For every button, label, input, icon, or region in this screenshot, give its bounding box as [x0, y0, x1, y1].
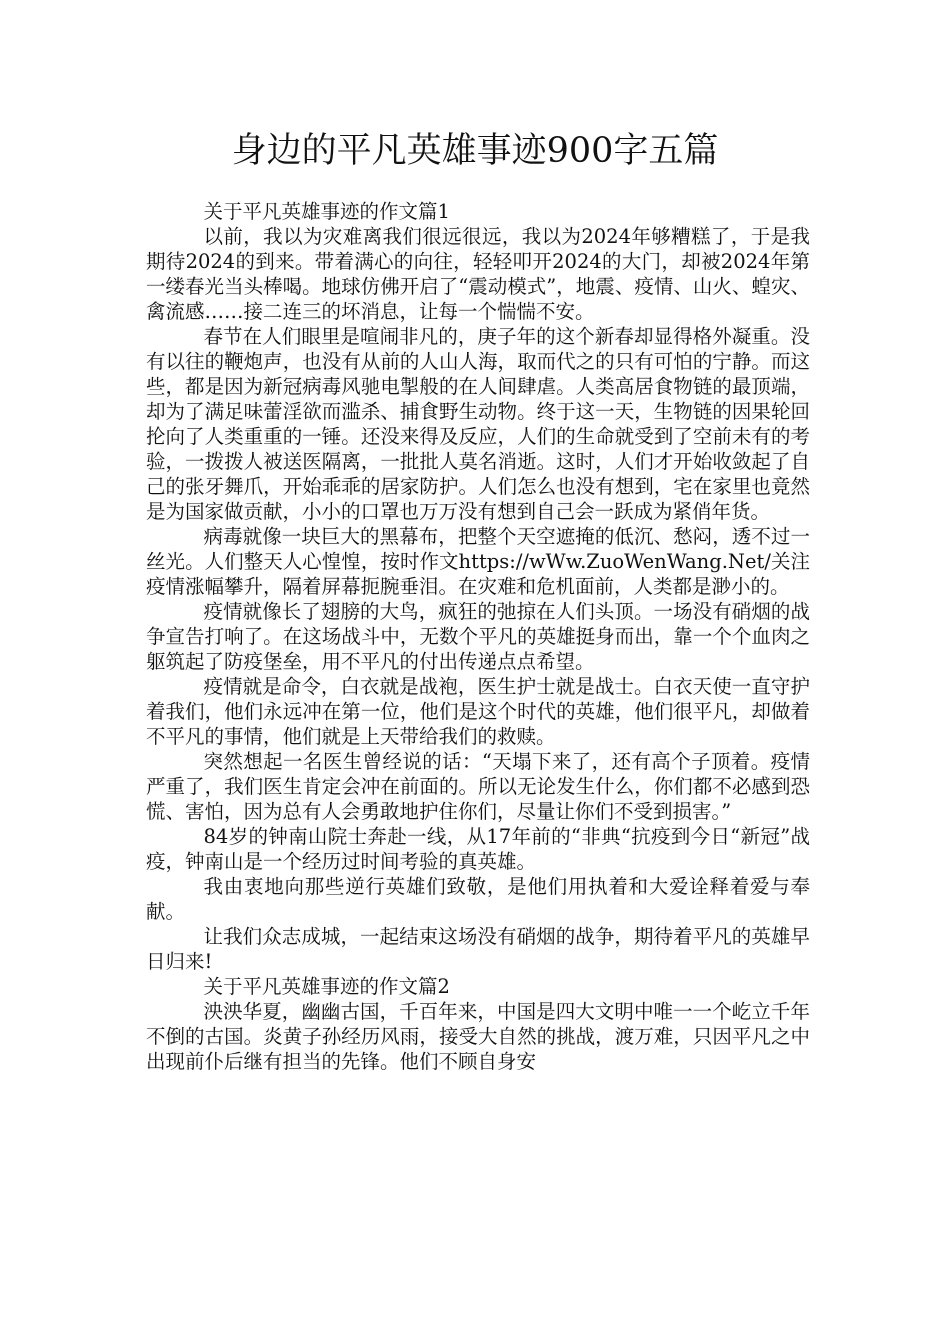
- paragraph: 病毒就像一块巨大的黑幕布，把整个天空遮掩的低沉、愁闷，透不过一丝光。人们整天人心惶惶，按时作文https://wWw.ZuoWenWang.Net/关注疫情涨幅攀升，隔着屏幕扼腕垂泪。在灾难和危机面前，人类都是渺小的。: [146, 525, 810, 598]
- paragraph: 疫情就是命令，白衣就是战袍，医生护士就是战士。白衣天使一直守护着我们，他们永远冲在第一位，他们是这个时代的英雄，他们很平凡，却做着不平凡的事情，他们就是上天带给我们的救赎。: [146, 675, 810, 748]
- paragraph: 突然想起一名医生曾经说的话：“天塌下来了，还有高个子顶着。疫情严重了，我们医生肯定会冲在前面的。所以无论发生什么，你们都不必感到恐慌、害怕，因为总有人会勇敢地护住你们，尽量让你们不受到损害。”: [146, 750, 810, 823]
- section-heading-1: 关于平凡英雄事迹的作文篇1: [203, 200, 450, 223]
- document-title: 身边的平凡英雄事迹900字五篇: [231, 131, 719, 171]
- section-heading-2: 关于平凡英雄事迹的作文篇2: [203, 975, 450, 998]
- paragraph: 84岁的钟南山院士奔赴一线，从17年前的“非典“抗疫到今日“新冠”战疫，钟南山是一个经历过时间考验的真英雄。: [146, 825, 810, 873]
- document-body: [146, 199, 810, 1074]
- paragraph: 春节在人们眼里是喧闹非凡的，庚子年的这个新春却显得格外凝重。没有以往的鞭炮声，也没有从前的人山人海，取而代之的只有可怕的宁静。而这些，都是因为新冠病毒风驰电掣般的在人间肆虐。人类高居食物链的最顶端，却为了满足味蕾淫欲而滥杀、捕食野生动物。终于这一天，生物链的因果轮回抡向了人类重重的一锤。还没来得及反应，人们的生命就受到了空前未有的考验，一拨拨人被送医隔离，一批批人莫名消逝。这时，人们才开始收敛起了自己的张牙舞爪，开始乖乖的居家防护。人们怎么也没有想到，宅在家里也竟然是为国家做贡献，小小的口罩也万万没有想到自己会一跃成为紧俏年货。: [146, 325, 810, 523]
- paragraph: 让我们众志成城，一起结束这场没有硝烟的战争，期待着平凡的英雄早日归来!: [146, 925, 810, 973]
- paragraph: 疫情就像长了翅膀的大鸟，疯狂的弛掠在人们头顶。一场没有硝烟的战争宣告打响了。在这场战斗中，无数个平凡的英雄挺身而出，靠一个个血肉之躯筑起了防疫堡垒，用不平凡的付出传递点点希望。: [146, 600, 810, 673]
- paragraph: 我由衷地向那些逆行英雄们致敬，是他们用执着和大爱诠释着爱与奉献。: [146, 875, 810, 923]
- paragraph: 泱泱华夏，幽幽古国，千百年来，中国是四大文明中唯一一个屹立千年不倒的古国。炎黄子孙经历风雨，接受大自然的挑战，渡万难，只因平凡之中出现前仆后继有担当的先锋。他们不顾自身安: [146, 1000, 810, 1073]
- paragraph: 以前，我以为灾难离我们很远很远，我以为2024年够糟糕了，于是我期待2024的到来。带着满心的向往，轻轻叩开2024的大门，却被2024年第一缕春光当头棒喝。地球仿佛开启了“震动模式”，地震、疫情、山火、蝗灾、禽流感……接二连三的坏消息，让每一个惴惴不安。: [146, 225, 810, 323]
